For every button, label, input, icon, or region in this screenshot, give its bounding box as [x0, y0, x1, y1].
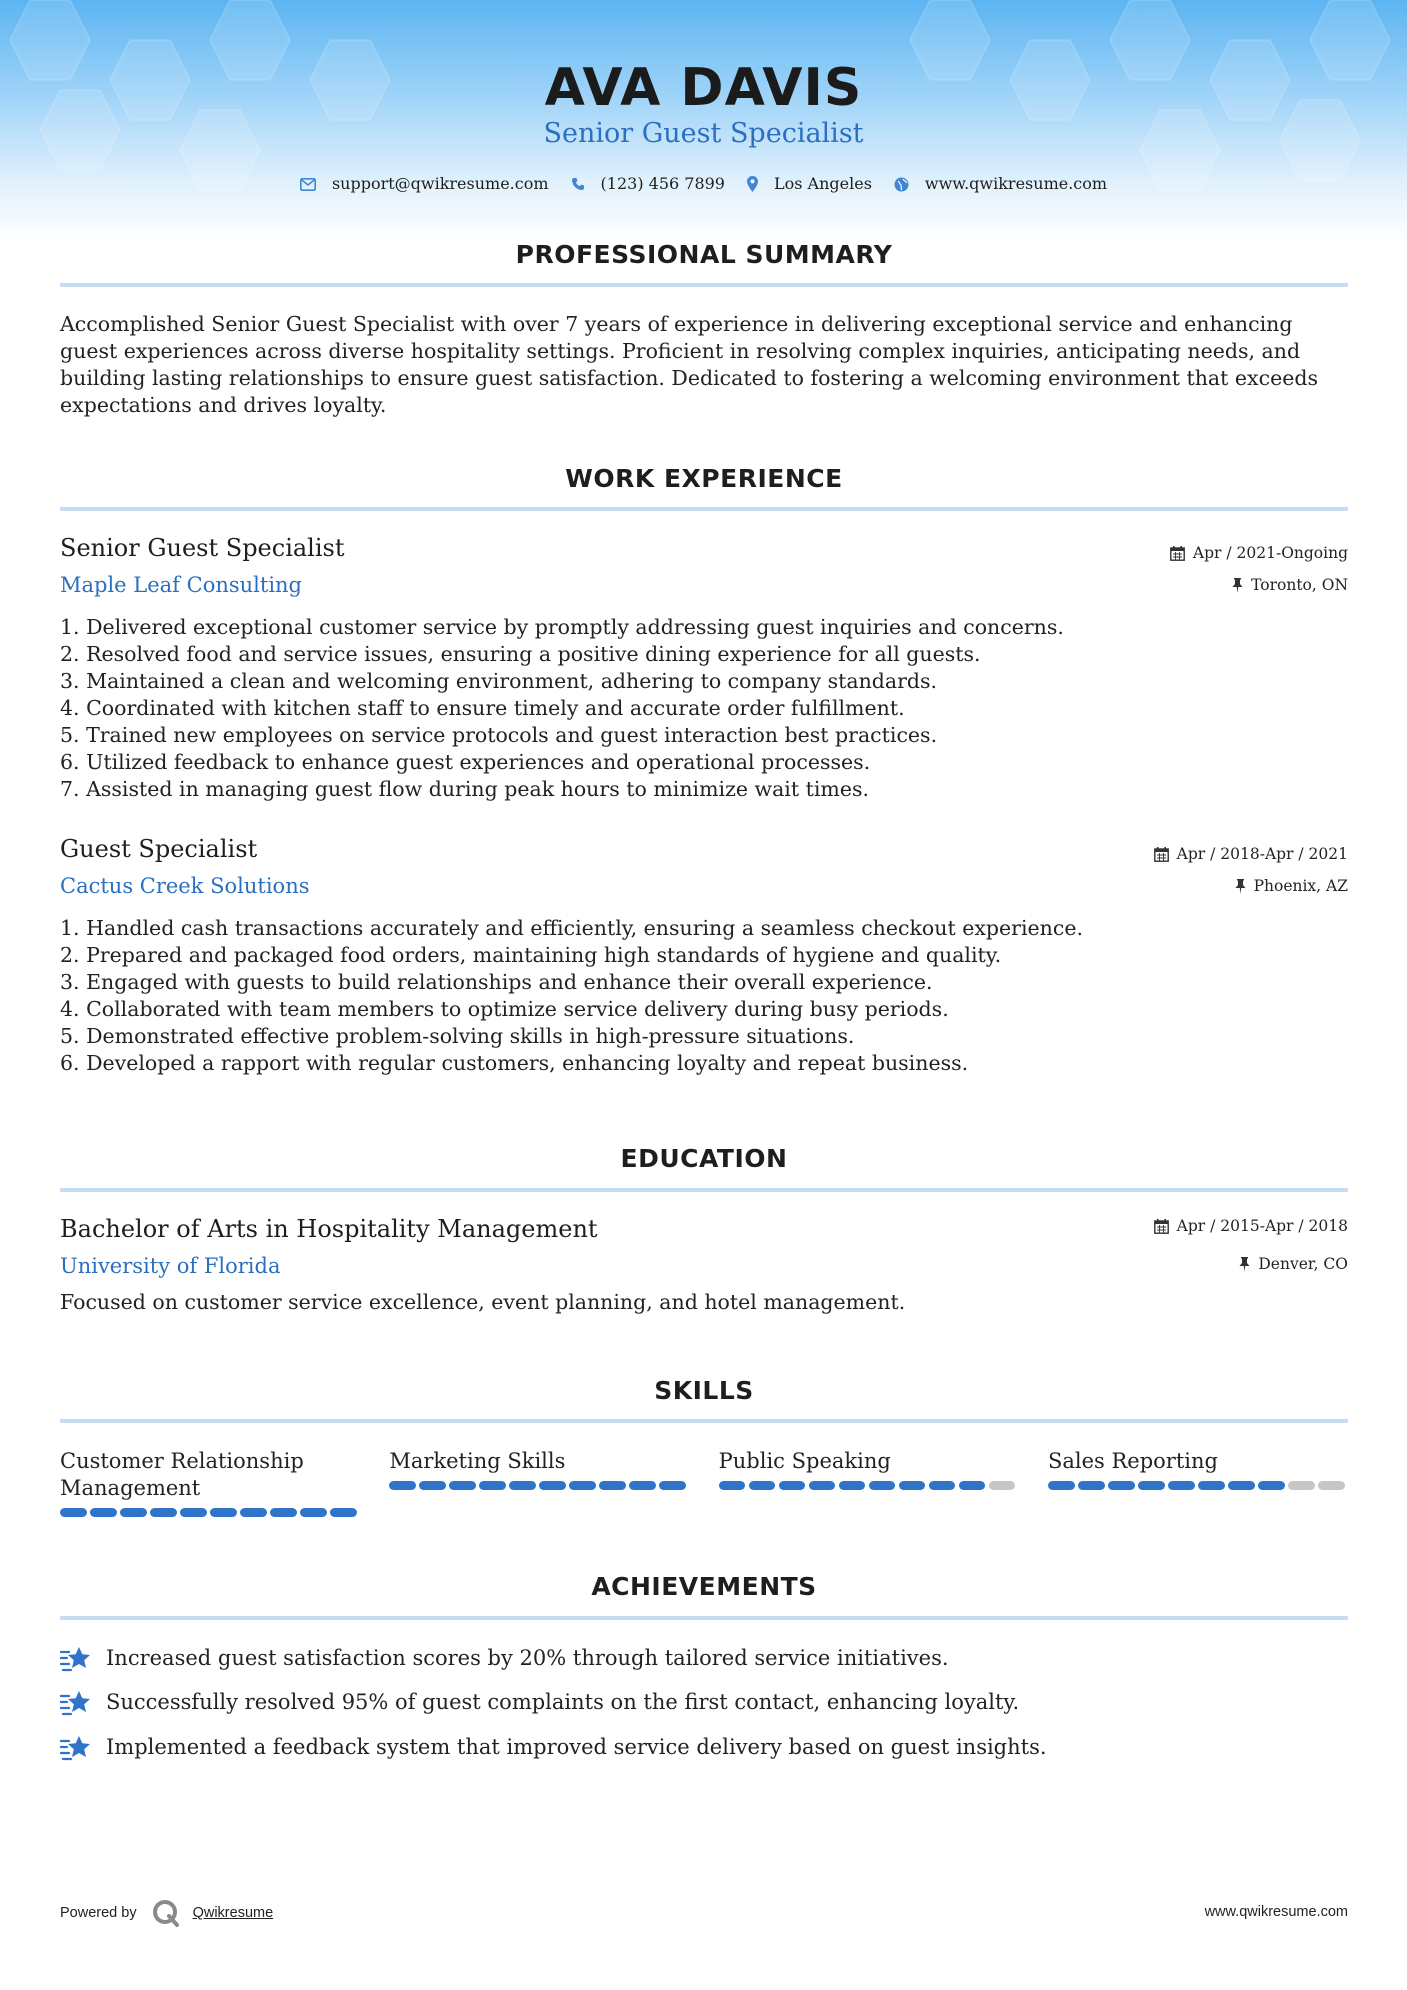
skills-grid	[60, 1448, 1348, 1517]
skill-segment-filled	[60, 1508, 87, 1517]
job-dates	[1170, 542, 1348, 564]
map-pin-icon	[747, 176, 758, 192]
job-company: Cactus Creek Solutions	[60, 874, 310, 898]
list-item: 6. Developed a rapport with regular customers, enhancing loyalty and repeat business.	[60, 1051, 969, 1075]
skill-segment-filled	[899, 1481, 926, 1490]
achievement-item	[60, 1645, 1348, 1672]
skill-name: Marketing Skills	[389, 1449, 566, 1473]
achievements-heading: ACHIEVEMENTS	[591, 1572, 817, 1601]
skill-segment-empty	[1288, 1481, 1315, 1490]
star-icon	[60, 1735, 92, 1761]
education-location-text: Denver, CO	[1258, 1255, 1348, 1273]
globe-icon	[894, 177, 909, 192]
list-item: 5. Demonstrated effective problem-solving skills in high-pressure situations.	[60, 1024, 855, 1048]
powered-by-label: Powered by	[60, 1905, 137, 1921]
skill-segment-filled	[240, 1508, 267, 1517]
skill-segment-filled	[270, 1508, 297, 1517]
skill-level-bar	[60, 1508, 360, 1517]
skill-level-bar	[719, 1481, 1019, 1490]
education-location	[1239, 1253, 1348, 1275]
achievement-text: Implemented a feedback system that improved service delivery based on guest insights.	[106, 1735, 1047, 1759]
education-dates	[1154, 1215, 1348, 1237]
list-item: 6. Utilized feedback to enhance guest experiences and operational processes.	[60, 750, 871, 774]
skill-item	[1048, 1448, 1348, 1517]
contact-phone[interactable]	[571, 172, 725, 196]
skill-segment-filled	[509, 1481, 536, 1490]
skill-name: Sales Reporting	[1047, 1449, 1218, 1473]
pushpin-icon	[1239, 1257, 1250, 1272]
contact-bar	[0, 172, 1407, 196]
skill-segment-filled	[569, 1481, 596, 1490]
education-dates-text: Apr / 2015-Apr / 2018	[1176, 1217, 1348, 1235]
skill-segment-filled	[1108, 1481, 1135, 1490]
skill-segment-empty	[1318, 1481, 1345, 1490]
skill-segment-filled	[1258, 1481, 1285, 1490]
skill-segment-filled	[120, 1508, 147, 1517]
education-divider	[60, 1188, 1348, 1192]
skill-item	[60, 1448, 360, 1517]
job-dates-text: Apr / 2021-Ongoing	[1192, 544, 1348, 562]
skill-segment-filled	[959, 1481, 986, 1490]
skill-segment-filled	[629, 1481, 656, 1490]
summary-text: Accomplished Senior Guest Specialist with over 7 years of experience in delivering exceptional service and enhancing guest experiences across diverse hospitality settings. Proficient in resolving complex inquiries, anticipating needs, and building lasting relationships to ensure guest satisfaction. Dedicated to fostering a welcoming environment that exceeds expectations and drives loyalty.	[60, 312, 1318, 417]
list-item: 1. Delivered exceptional customer service by promptly addressing guest inquiries and concerns.	[60, 615, 1064, 639]
footer-website[interactable]: www.qwikresume.com	[1204, 1904, 1348, 1920]
phone-icon	[571, 177, 585, 191]
skill-segment-filled	[749, 1481, 776, 1490]
skill-segment-filled	[330, 1508, 357, 1517]
skill-level-bar	[1048, 1481, 1348, 1490]
candidate-title: Senior Guest Specialist	[543, 118, 864, 149]
job-location	[1232, 574, 1348, 596]
skill-segment-filled	[1198, 1481, 1225, 1490]
job-dates-text: Apr / 2018-Apr / 2021	[1176, 845, 1348, 863]
footer-powered-by	[60, 1898, 273, 1928]
candidate-name: AVA DAVIS	[544, 58, 863, 118]
skill-segment-filled	[389, 1481, 416, 1490]
skill-name: Customer Relationship Management	[60, 1449, 304, 1500]
skill-segment-filled	[809, 1481, 836, 1490]
calendar-icon	[1170, 546, 1185, 561]
experience-divider	[60, 507, 1348, 511]
achievement-item	[60, 1734, 1348, 1761]
skill-level-bar	[389, 1481, 689, 1490]
qwikresume-link[interactable]: Qwikresume	[192, 1905, 274, 1921]
pushpin-icon	[1235, 879, 1246, 894]
skills-heading: SKILLS	[654, 1376, 754, 1405]
skill-segment-filled	[449, 1481, 476, 1490]
list-item: 4. Collaborated with team members to optimize service delivery during busy periods.	[60, 997, 949, 1021]
skill-segment-filled	[779, 1481, 806, 1490]
achievement-text: Successfully resolved 95% of guest complaints on the first contact, enhancing loyalty.	[106, 1690, 1020, 1714]
school-name: University of Florida	[60, 1254, 281, 1278]
skill-segment-filled	[719, 1481, 746, 1490]
skill-segment-filled	[539, 1481, 566, 1490]
list-item: 3. Engaged with guests to build relationships and enhance their overall experience.	[60, 970, 933, 994]
skill-segment-filled	[180, 1508, 207, 1517]
calendar-icon	[1154, 1219, 1169, 1234]
star-icon	[60, 1646, 92, 1672]
education-heading: EDUCATION	[620, 1144, 788, 1173]
education-description: Focused on customer service excellence, event planning, and hotel management.	[60, 1290, 906, 1314]
job-dates	[1154, 843, 1348, 865]
skill-item	[389, 1448, 689, 1517]
location-text: Los Angeles	[773, 174, 872, 193]
skills-divider	[60, 1419, 1348, 1423]
list-item: 3. Maintained a clean and welcoming environment, adhering to company standards.	[60, 669, 938, 693]
skill-segment-empty	[989, 1481, 1016, 1490]
skill-segment-filled	[150, 1508, 177, 1517]
skill-segment-filled	[869, 1481, 896, 1490]
list-item: 7. Assisted in managing guest flow during peak hours to minimize wait times.	[60, 777, 870, 801]
contact-email[interactable]	[300, 172, 549, 196]
star-icon	[60, 1690, 92, 1716]
job-location-text: Phoenix, AZ	[1253, 877, 1348, 895]
skill-segment-filled	[419, 1481, 446, 1490]
skill-name: Public Speaking	[718, 1449, 891, 1473]
skill-segment-filled	[1138, 1481, 1165, 1490]
list-item: 1. Handled cash transactions accurately and efficiently, ensuring a seamless checkout experience.	[60, 916, 1083, 940]
envelope-icon	[300, 178, 316, 191]
pushpin-icon	[1232, 578, 1243, 593]
experience-heading: WORK EXPERIENCE	[565, 464, 843, 493]
skill-segment-filled	[599, 1481, 626, 1490]
email-text: support@qwikresume.com	[331, 174, 549, 193]
job-location	[1235, 875, 1348, 897]
skill-segment-filled	[659, 1481, 686, 1490]
qwikresume-logo-icon	[151, 1898, 181, 1928]
degree-title: Bachelor of Arts in Hospitality Management	[60, 1215, 598, 1243]
list-item: 2. Resolved food and service issues, ensuring a positive dining experience for all guests.	[60, 642, 981, 666]
list-item: 5. Trained new employees on service protocols and guest interaction best practices.	[60, 723, 938, 747]
phone-text: (123) 456 7899	[600, 174, 725, 193]
job-title: Guest Specialist	[60, 835, 258, 863]
contact-website[interactable]	[894, 172, 1107, 196]
job-title: Senior Guest Specialist	[60, 534, 345, 562]
skill-segment-filled	[1168, 1481, 1195, 1490]
job-company: Maple Leaf Consulting	[60, 573, 303, 597]
skill-segment-filled	[479, 1481, 506, 1490]
contact-location	[747, 172, 872, 196]
summary-divider	[60, 283, 1348, 287]
job-location-text: Toronto, ON	[1251, 576, 1348, 594]
skill-segment-filled	[300, 1508, 327, 1517]
job-bullets	[60, 915, 1348, 1077]
skill-segment-filled	[929, 1481, 956, 1490]
achievement-text: Increased guest satisfaction scores by 20% through tailored service initiatives.	[106, 1646, 949, 1670]
skill-item	[719, 1448, 1019, 1517]
skill-segment-filled	[1078, 1481, 1105, 1490]
summary-heading: PROFESSIONAL SUMMARY	[515, 240, 893, 269]
skill-segment-filled	[210, 1508, 237, 1517]
job-bullets	[60, 614, 1348, 803]
achievements-divider	[60, 1616, 1348, 1620]
list-item: 4. Coordinated with kitchen staff to ensure timely and accurate order fulfillment.	[60, 696, 905, 720]
skill-segment-filled	[90, 1508, 117, 1517]
website-text: www.qwikresume.com	[924, 174, 1108, 193]
achievement-item	[60, 1689, 1348, 1716]
list-item: 2. Prepared and packaged food orders, maintaining high standards of hygiene and quality.	[60, 943, 1002, 967]
skill-segment-filled	[839, 1481, 866, 1490]
skill-segment-filled	[1228, 1481, 1255, 1490]
calendar-icon	[1154, 847, 1169, 862]
skill-segment-filled	[1048, 1481, 1075, 1490]
